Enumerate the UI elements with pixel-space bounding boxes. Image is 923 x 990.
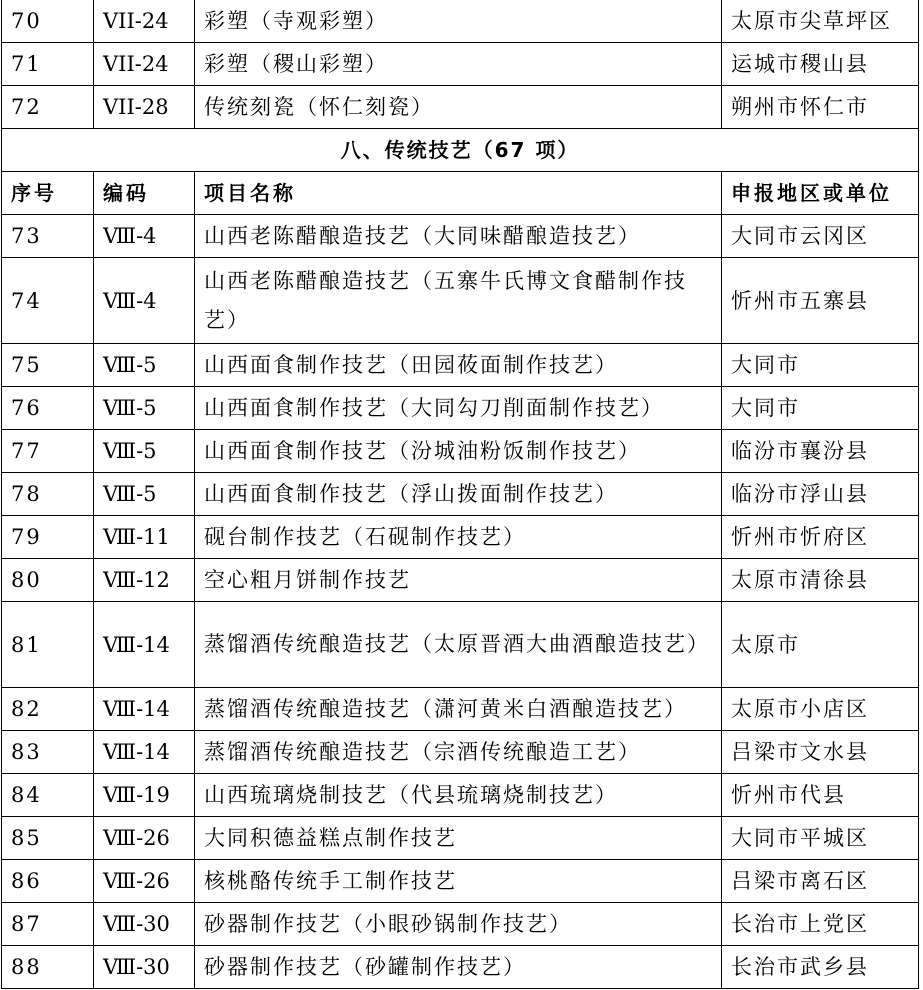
row-number: 83 xyxy=(2,731,94,774)
row-name: 山西面食制作技艺（汾城油粉饭制作技艺） xyxy=(195,430,722,473)
table-row xyxy=(2,258,919,344)
row-name: 彩塑（寺观彩塑） xyxy=(195,0,722,43)
table-row xyxy=(2,43,919,86)
row-code: Ⅷ-30 xyxy=(94,946,195,989)
row-region: 忻州市代县 xyxy=(722,774,919,817)
table-row xyxy=(2,516,919,559)
row-number: 72 xyxy=(2,86,94,129)
row-name: 砚台制作技艺（石砚制作技艺） xyxy=(195,516,722,559)
row-region: 运城市稷山县 xyxy=(722,43,919,86)
row-code: Ⅷ-4 xyxy=(94,258,195,344)
header-row xyxy=(2,172,919,215)
row-region: 吕梁市离石区 xyxy=(722,860,919,903)
row-name: 蒸馏酒传统酿造技艺（潇河黄米白酒酿造技艺） xyxy=(195,688,722,731)
row-number: 86 xyxy=(2,860,94,903)
row-region: 太原市小店区 xyxy=(722,688,919,731)
header-region: 申报地区或单位 xyxy=(722,172,919,215)
row-region: 忻州市忻府区 xyxy=(722,516,919,559)
row-number: 80 xyxy=(2,559,94,602)
section-title-row xyxy=(2,129,919,172)
row-code: Ⅷ-30 xyxy=(94,903,195,946)
row-number: 71 xyxy=(2,43,94,86)
table-row xyxy=(2,946,919,989)
row-name: 传统刻瓷（怀仁刻瓷） xyxy=(195,86,722,129)
row-number: 73 xyxy=(2,215,94,258)
row-region: 太原市尖草坪区 xyxy=(722,0,919,43)
heritage-table xyxy=(1,0,919,989)
row-name: 核桃酪传统手工制作技艺 xyxy=(195,860,722,903)
row-name: 山西琉璃烧制技艺（代县琉璃烧制技艺） xyxy=(195,774,722,817)
row-code: Ⅷ-19 xyxy=(94,774,195,817)
row-name: 山西老陈醋酿造技艺（五寨牛氏博文食醋制作技艺） xyxy=(195,258,722,344)
row-code: Ⅷ-14 xyxy=(94,688,195,731)
row-region: 临汾市襄汾县 xyxy=(722,430,919,473)
table-row xyxy=(2,215,919,258)
row-code: Ⅷ-12 xyxy=(94,559,195,602)
row-region: 太原市清徐县 xyxy=(722,559,919,602)
row-name: 空心粗月饼制作技艺 xyxy=(195,559,722,602)
row-region: 太原市 xyxy=(722,602,919,688)
header-number: 序号 xyxy=(2,172,94,215)
table-row xyxy=(2,602,919,688)
row-region: 大同市平城区 xyxy=(722,817,919,860)
row-number: 78 xyxy=(2,473,94,516)
row-region: 大同市 xyxy=(722,387,919,430)
table-row xyxy=(2,559,919,602)
table-row xyxy=(2,731,919,774)
row-region: 朔州市怀仁市 xyxy=(722,86,919,129)
row-name: 山西面食制作技艺（大同勾刀削面制作技艺） xyxy=(195,387,722,430)
row-number: 76 xyxy=(2,387,94,430)
table-row xyxy=(2,903,919,946)
row-code: Ⅷ-26 xyxy=(94,817,195,860)
row-region: 长治市武乡县 xyxy=(722,946,919,989)
table-row xyxy=(2,473,919,516)
row-number: 77 xyxy=(2,430,94,473)
row-region: 大同市云冈区 xyxy=(722,215,919,258)
table-row xyxy=(2,860,919,903)
row-name: 蒸馏酒传统酿造技艺（太原晋酒大曲酒酿造技艺） xyxy=(195,602,722,688)
row-number: 79 xyxy=(2,516,94,559)
row-code: Ⅷ-26 xyxy=(94,860,195,903)
header-name: 项目名称 xyxy=(195,172,722,215)
row-code: VII-28 xyxy=(94,86,195,129)
row-name: 砂器制作技艺（砂罐制作技艺） xyxy=(195,946,722,989)
row-region: 长治市上党区 xyxy=(722,903,919,946)
row-name: 大同积德益糕点制作技艺 xyxy=(195,817,722,860)
row-number: 84 xyxy=(2,774,94,817)
row-number: 70 xyxy=(2,0,94,43)
row-code: Ⅷ-4 xyxy=(94,215,195,258)
row-name: 蒸馏酒传统酿造技艺（宗酒传统酿造工艺） xyxy=(195,731,722,774)
table-row xyxy=(2,387,919,430)
table-row xyxy=(2,688,919,731)
row-region: 临汾市浮山县 xyxy=(722,473,919,516)
row-name: 山西面食制作技艺（浮山拨面制作技艺） xyxy=(195,473,722,516)
row-number: 87 xyxy=(2,903,94,946)
row-number: 74 xyxy=(2,258,94,344)
row-name: 彩塑（稷山彩塑） xyxy=(195,43,722,86)
table-row xyxy=(2,344,919,387)
row-number: 81 xyxy=(2,602,94,688)
row-code: Ⅷ-14 xyxy=(94,602,195,688)
row-code: Ⅷ-5 xyxy=(94,387,195,430)
row-name: 山西老陈醋酿造技艺（大同味醋酿造技艺） xyxy=(195,215,722,258)
row-region: 忻州市五寨县 xyxy=(722,258,919,344)
table-row xyxy=(2,430,919,473)
header-code: 编码 xyxy=(94,172,195,215)
row-code: VII-24 xyxy=(94,43,195,86)
table-row xyxy=(2,774,919,817)
table-row xyxy=(2,817,919,860)
table-row xyxy=(2,86,919,129)
row-region: 吕梁市文水县 xyxy=(722,731,919,774)
row-number: 82 xyxy=(2,688,94,731)
row-code: Ⅷ-11 xyxy=(94,516,195,559)
row-code: Ⅷ-14 xyxy=(94,731,195,774)
section-title: 八、传统技艺（67 项） xyxy=(2,129,919,172)
row-number: 88 xyxy=(2,946,94,989)
table-row xyxy=(2,0,919,43)
row-name: 山西面食制作技艺（田园莜面制作技艺） xyxy=(195,344,722,387)
row-code: Ⅷ-5 xyxy=(94,473,195,516)
row-region: 大同市 xyxy=(722,344,919,387)
row-code: VII-24 xyxy=(94,0,195,43)
row-name: 砂器制作技艺（小眼砂锅制作技艺） xyxy=(195,903,722,946)
row-code: Ⅷ-5 xyxy=(94,430,195,473)
row-number: 75 xyxy=(2,344,94,387)
row-number: 85 xyxy=(2,817,94,860)
row-code: Ⅷ-5 xyxy=(94,344,195,387)
